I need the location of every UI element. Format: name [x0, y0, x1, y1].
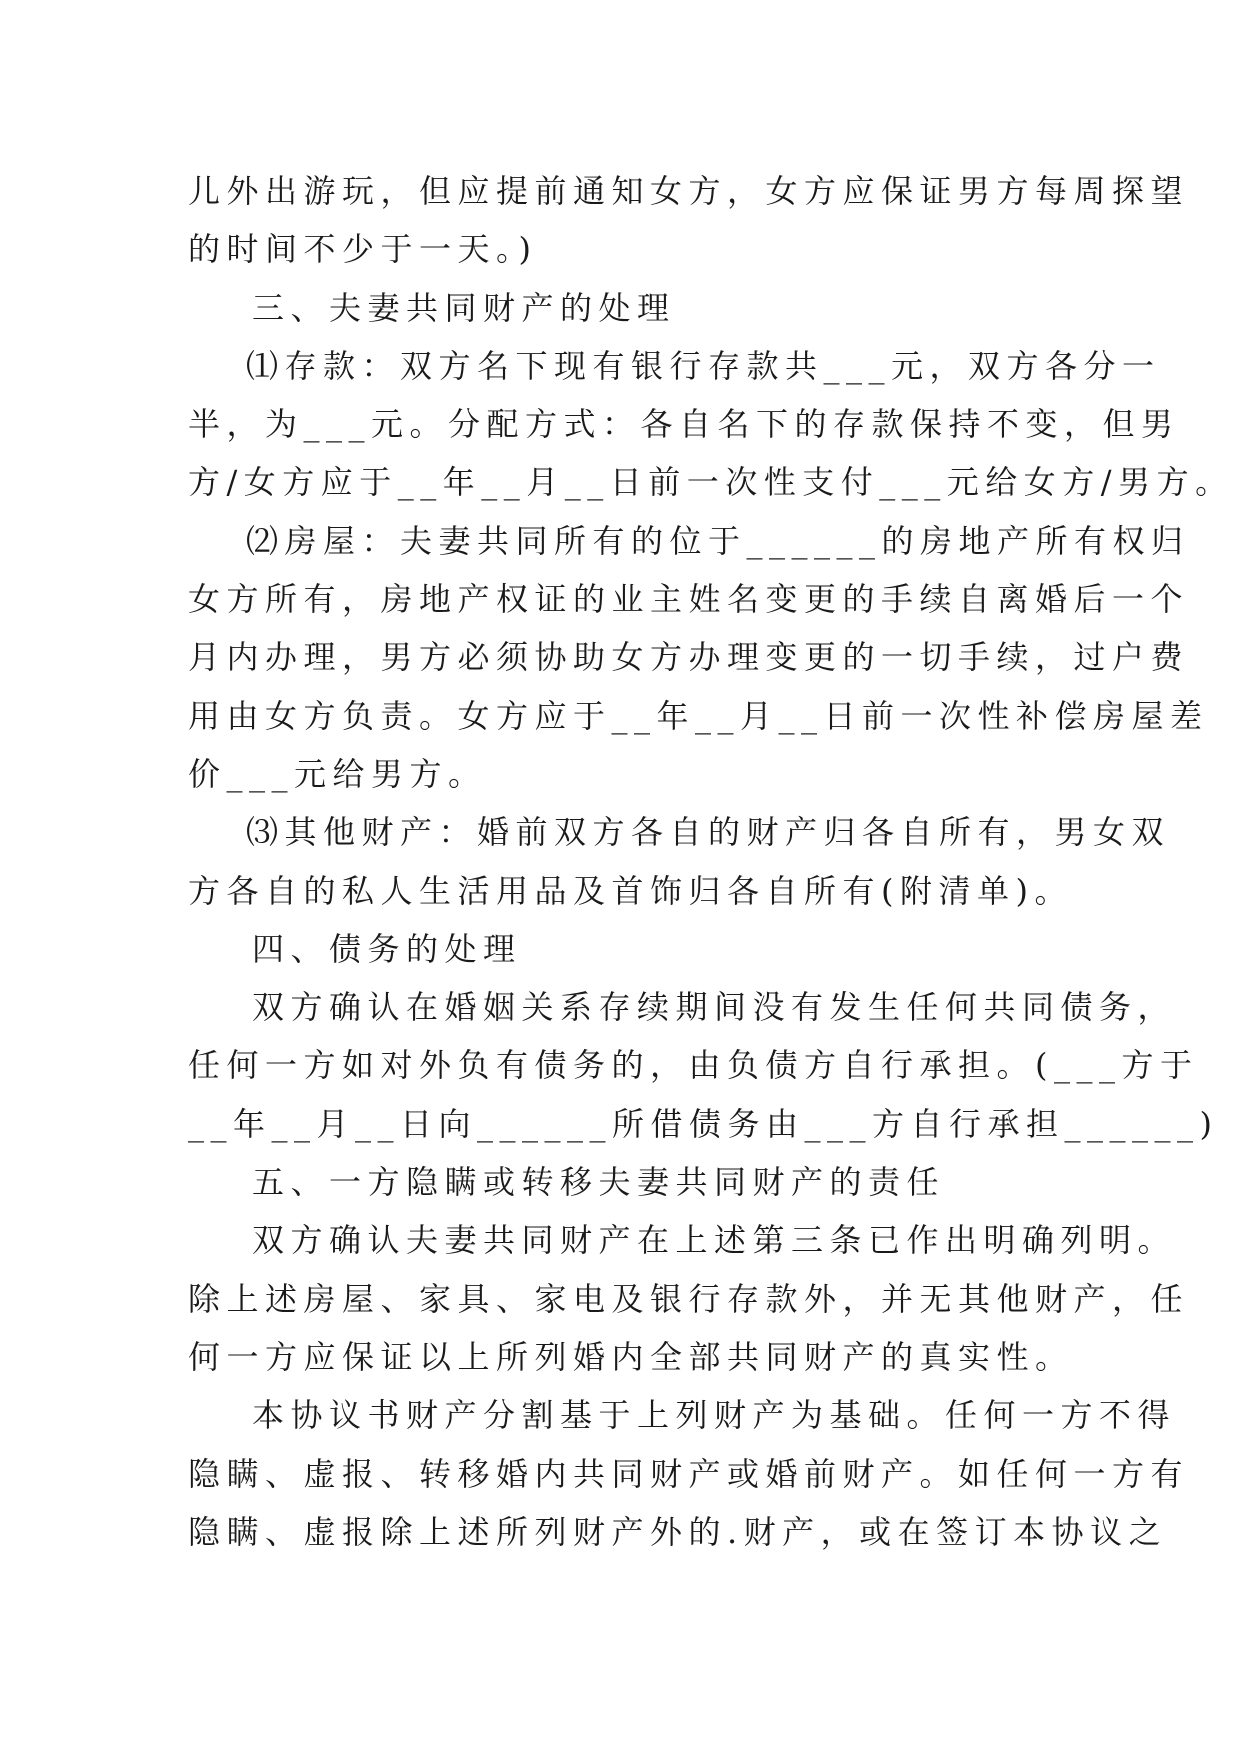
text-line: 方/女方应于__年__月__日前一次性支付___元给女方/男方。	[188, 463, 1234, 502]
text-line: 价___元给男方。	[188, 754, 487, 793]
section-heading: 三、夫妻共同财产的处理	[252, 288, 676, 327]
text-line: 儿外出游玩，但应提前通知女方，女方应保证男方每周探望	[188, 172, 1190, 210]
text-line: 隐瞒、虚报、转移婚内共同财产或婚前财产。如任何一方有	[188, 1454, 1190, 1493]
text-line: ⑵房屋：夫妻共同所有的位于______的房地产所有权归	[246, 521, 1190, 560]
text-line: 双方确认夫妻共同财产在上述第三条已作出明确列明。	[252, 1221, 1177, 1260]
text-line: 本协议书财产分割基于上列财产为基础。任何一方不得	[252, 1396, 1177, 1435]
text-line: 月内办理，男方必须协助女方办理变更的一切手续，过户费	[188, 638, 1190, 677]
section-heading: 四、债务的处理	[252, 929, 522, 968]
text-line: ⑶其他财产：婚前双方各自的财产归各自所有，男女双	[246, 813, 1171, 852]
document-body	[188, 162, 1234, 1561]
text-line: ⑴存款：双方名下现有银行存款共___元，双方各分一	[246, 346, 1161, 385]
text-line: __年__月__日向______所借债务由___方自行承担______)	[188, 1104, 1219, 1143]
text-line: 任何一方如对外负有债务的，由负债方自行承担。(___方于	[188, 1046, 1199, 1085]
text-line: 用由女方负责。女方应于__年__月__日前一次性补偿房屋差	[188, 696, 1209, 735]
text-line: 方各自的私人生活用品及首饰归各自所有(附清单)。	[188, 871, 1073, 910]
text-line: 双方确认在婚姻关系存续期间没有发生任何共同债务，	[252, 988, 1177, 1027]
text-line: 何一方应保证以上所列婚内全部共同财产的真实性。	[188, 1337, 1074, 1376]
text-line: 除上述房屋、家具、家电及银行存款外，并无其他财产，任	[188, 1279, 1190, 1318]
text-line: 女方所有，房地产权证的业主姓名变更的手续自离婚后一个	[188, 580, 1190, 619]
text-line: 隐瞒、虚报除上述所列财产外的.财产，或在签订本协议之	[188, 1512, 1168, 1551]
text-line: 半，为___元。分配方式：各自名下的存款保持不变，但男	[188, 405, 1180, 444]
section-heading: 五、一方隐瞒或转移夫妻共同财产的责任	[252, 1163, 946, 1202]
text-line: 的时间不少于一天。)	[188, 230, 538, 269]
